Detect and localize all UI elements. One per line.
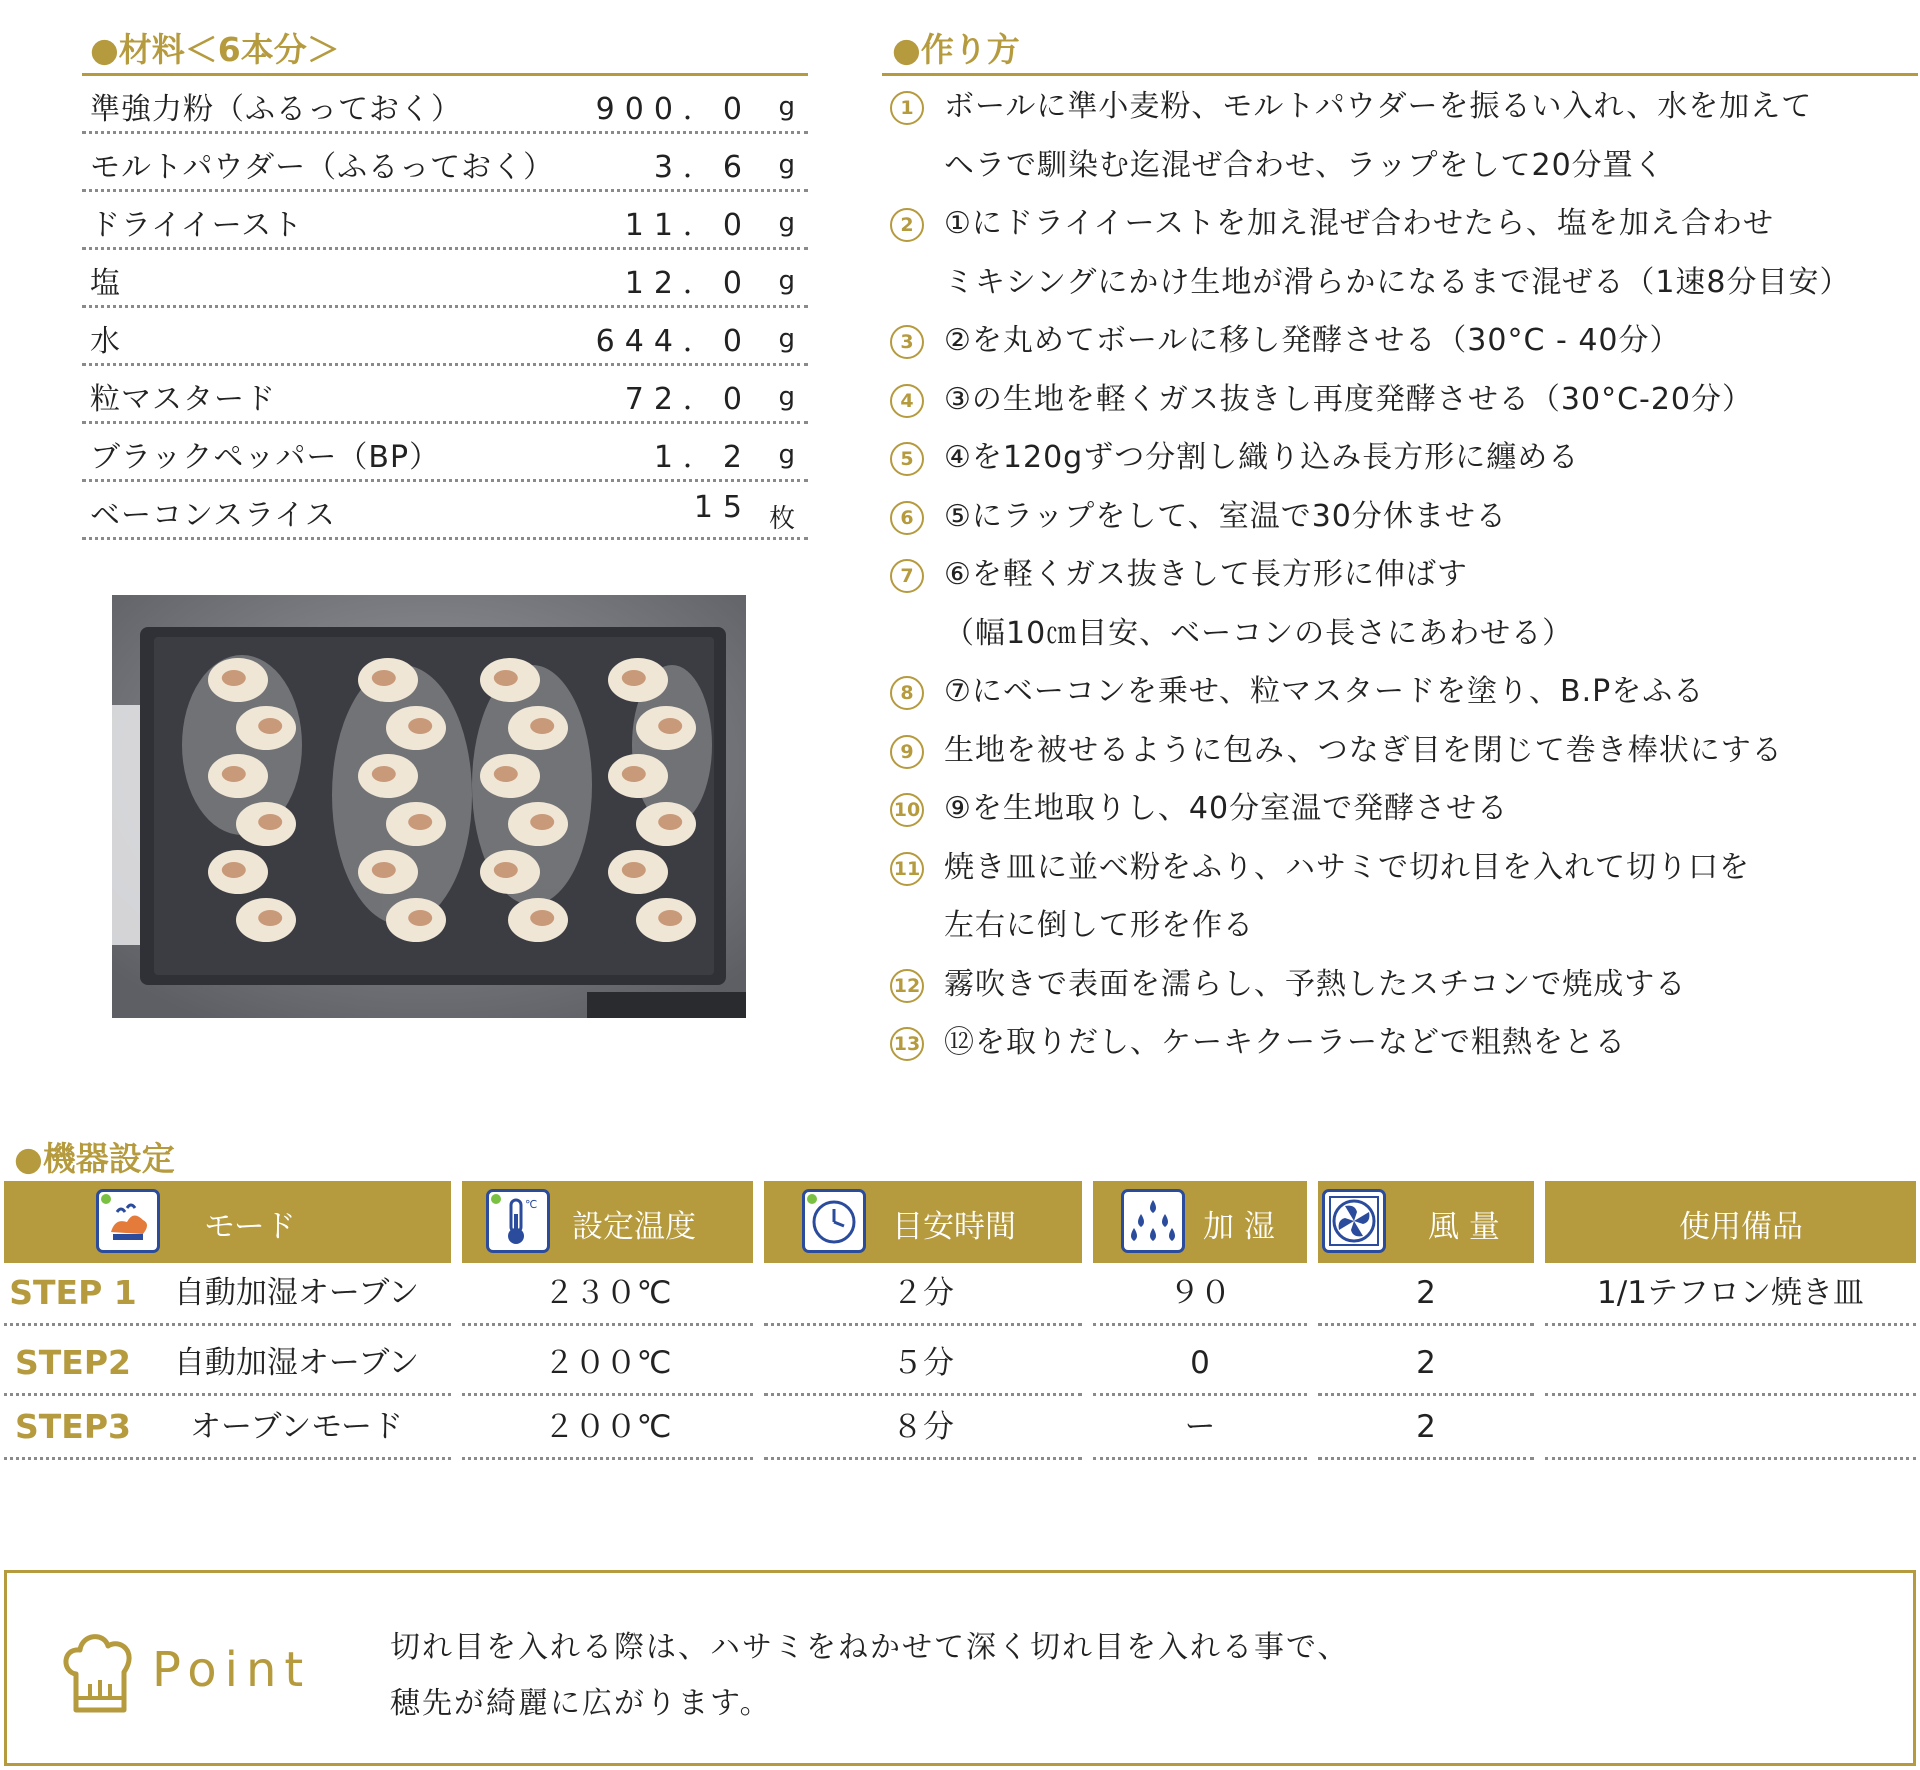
bacon-swirl [622, 766, 646, 782]
bacon-swirl [408, 910, 432, 926]
ingredient-amount: 12．0 [624, 266, 752, 301]
tools-value: 1/1テフロン焼き皿 [1545, 1264, 1916, 1326]
bacon-swirl [258, 718, 282, 734]
fan-value: 2 [1318, 1398, 1534, 1460]
temp-value: ２３０℃ [462, 1264, 753, 1326]
step-number-icon: 12 [890, 969, 924, 1003]
step-number-icon: 5 [890, 442, 924, 476]
ingredient-amount: 644．0 [595, 324, 752, 359]
header-humidity-label: 加 湿 [1203, 1209, 1275, 1245]
ingredient-amount: 3．6 [653, 150, 752, 185]
header-humidity [1093, 1181, 1307, 1263]
time-value: ８分 [764, 1398, 1082, 1460]
step-number-icon: 11 [890, 852, 924, 886]
bacon-swirl [222, 670, 246, 686]
step-number-icon: 9 [890, 735, 924, 769]
ingredient-row [82, 366, 808, 424]
method-step [882, 78, 1918, 195]
step-number-icon: 6 [890, 501, 924, 535]
method-step [882, 780, 1918, 839]
step-text-line: ③の生地を軽くガス抜きし再度発酵させる（30°C-20分） [944, 381, 1754, 417]
humidity-value: ９０ [1093, 1264, 1307, 1326]
ingredient-row [82, 76, 808, 134]
step-text-line: （幅10㎝目安、ベーコンの長さにあわせる） [944, 615, 1574, 651]
method-step [882, 546, 1918, 663]
bacon-swirl [258, 910, 282, 926]
method-step [882, 722, 1918, 781]
ingredient-name: 粒マスタード [90, 382, 276, 417]
method-step [882, 429, 1918, 488]
step-text-line: ⑦にベーコンを乗せ、粒マスタードを塗り、B.Pをふる [944, 674, 1705, 709]
step-number-icon: 2 [890, 208, 924, 242]
step-text-line: ⑫を取りだし、ケーキクーラーなどで粗熱をとる [944, 1025, 1626, 1060]
bacon-swirl [222, 766, 246, 782]
point-label: Point [152, 1642, 312, 1698]
ingredient-amount: 72．0 [624, 382, 752, 417]
step-label: STEP 1 [9, 1273, 137, 1312]
step-text-line: ⑤にラップをして、室温で30分休ませる [944, 498, 1507, 534]
step-text-line: ミキシングにかけ生地が滑らかになるまで混ぜる（1速8分目安） [944, 264, 1851, 300]
ingredient-row [82, 424, 808, 482]
humidity-value: ー [1093, 1398, 1307, 1460]
method-step-list [882, 76, 1918, 1073]
baking-tray-illustration [112, 595, 746, 1018]
svg-text:℃: ℃ [525, 1198, 538, 1211]
ingredient-name: モルトパウダー（ふるっておく） [90, 150, 555, 185]
step-text-line: 左右に倒して形を作る [944, 908, 1254, 943]
ingredient-unit: g [778, 208, 796, 238]
ingredients-list [82, 76, 808, 540]
mode-value: 自動加湿オーブン [173, 1275, 420, 1311]
step-text-line: 生地を被せるように包み、つなぎ目を閉じて巻き棒状にする [944, 732, 1783, 768]
ingredient-amount: 1．2 [653, 440, 752, 475]
method-section [882, 28, 1918, 1073]
clock-icon [802, 1189, 866, 1253]
step-number-icon: 8 [890, 676, 924, 710]
humidity-value: 0 [1093, 1334, 1307, 1396]
method-step [882, 195, 1918, 312]
header-mode-label: モード [204, 1209, 296, 1245]
ingredient-row [82, 192, 808, 250]
row-divider [4, 1334, 451, 1396]
step-label: STEP2 [15, 1343, 131, 1382]
step-label: STEP3 [15, 1407, 131, 1446]
mode-value: 自動加湿オーブン [173, 1345, 420, 1381]
header-tools [1545, 1181, 1916, 1263]
step-text-line: ヘラで馴染む迄混ぜ合わせ、ラップをして20分置く [944, 147, 1665, 183]
bacon-swirl [658, 910, 682, 926]
row-divider [4, 1398, 451, 1460]
ingredient-row [82, 134, 808, 192]
ingredients-section [82, 28, 808, 540]
ingredient-amount: 11．0 [624, 208, 752, 243]
step-text-line: 焼き皿に並べ粉をふり、ハサミで切れ目を入れて切り口を [944, 849, 1750, 885]
equipment-title: ●機器設定 [14, 1139, 175, 1178]
water-drops-icon [1121, 1189, 1185, 1253]
ingredient-row [82, 482, 808, 540]
tools-value [1545, 1398, 1916, 1460]
ingredients-title: ●材料＜6本分＞ [82, 28, 808, 76]
step-number-icon: 1 [890, 91, 924, 125]
bacon-swirl [494, 670, 518, 686]
method-step [882, 663, 1918, 722]
ingredient-unit: g [778, 266, 796, 296]
bacon-swirl [622, 862, 646, 878]
step-number-icon: 13 [890, 1027, 924, 1061]
thermometer-icon [486, 1189, 550, 1253]
step-text-line: ⑥を軽くガス抜きして長方形に伸ばす [944, 557, 1468, 592]
header-temp [462, 1181, 753, 1263]
method-step [882, 312, 1918, 371]
step-text-line: ⑨を生地取りし、40分室温で発酵させる [944, 791, 1509, 826]
ingredient-amount: 15 [693, 490, 752, 525]
mode-value: オーブンモード [190, 1409, 403, 1445]
bacon-swirl [530, 814, 554, 830]
header-tools-label: 使用備品 [1679, 1209, 1803, 1245]
bacon-swirl [658, 718, 682, 734]
ingredient-name: ベーコンスライス [90, 498, 336, 533]
bacon-swirl [494, 766, 518, 782]
tools-value [1545, 1334, 1916, 1396]
header-fan-label: 風 量 [1428, 1209, 1500, 1245]
ingredient-name: 水 [90, 324, 121, 359]
temp-value: ２００℃ [462, 1398, 753, 1460]
method-step [882, 956, 1918, 1015]
method-step [882, 371, 1918, 430]
bacon-swirl [222, 862, 246, 878]
header-time [764, 1181, 1082, 1263]
method-title: ●作り方 [882, 28, 1918, 76]
bacon-swirl [530, 718, 554, 734]
bacon-swirl [372, 862, 396, 878]
ingredient-unit: g [778, 150, 796, 180]
ingredient-unit: g [778, 324, 796, 354]
bacon-swirl [408, 718, 432, 734]
steam-oven-icon [96, 1189, 160, 1253]
step-text-line: ④を120gずつ分割し織り込み長方形に纏める [944, 440, 1580, 475]
method-step [882, 1014, 1918, 1073]
ingredient-row [82, 250, 808, 308]
fan-value: 2 [1318, 1334, 1534, 1396]
header-temp-label: 設定温度 [572, 1209, 696, 1245]
ingredient-unit: g [778, 92, 796, 122]
header-fan [1318, 1181, 1534, 1263]
method-step [882, 839, 1918, 956]
ingredient-name: 塩 [90, 266, 121, 301]
ingredient-name: ドライイースト [90, 208, 304, 243]
step-number-icon: 4 [890, 384, 924, 418]
temp-value: ２００℃ [462, 1334, 753, 1396]
fan-value: 2 [1318, 1264, 1534, 1326]
bacon-swirl [372, 670, 396, 686]
step-number-icon: 7 [890, 559, 924, 593]
ingredient-name: 準強力粉（ふるっておく） [90, 92, 462, 127]
chef-hat-icon [60, 1628, 140, 1716]
time-value: ５分 [764, 1334, 1082, 1396]
bacon-swirl [408, 814, 432, 830]
step-text-line: ボールに準小麦粉、モルトパウダーを振るい入れ、水を加えて [944, 89, 1813, 124]
step-text-line: ②を丸めてボールに移し発酵させる（30°C - 40分） [944, 323, 1681, 358]
header-mode [4, 1181, 451, 1263]
bacon-swirl [258, 814, 282, 830]
time-value: ２分 [764, 1264, 1082, 1326]
ingredient-name: ブラックペッパー（BP） [90, 440, 441, 475]
fan-icon [1322, 1189, 1386, 1253]
bacon-swirl [622, 670, 646, 686]
ingredient-unit: 枚 [768, 504, 796, 534]
ingredient-row [82, 308, 808, 366]
step-number-icon: 10 [890, 793, 924, 827]
method-step [882, 488, 1918, 547]
bacon-swirl [530, 910, 554, 926]
bacon-swirl [658, 814, 682, 830]
step-text-line: ①にドライイーストを加え混ぜ合わせたら、塩を加え合わせ [944, 206, 1774, 241]
bacon-swirl [372, 766, 396, 782]
bread-dough-photo [112, 595, 746, 1018]
header-time-label: 目安時間 [892, 1209, 1016, 1245]
row-divider [4, 1264, 451, 1326]
ingredient-amount: 900．0 [595, 92, 752, 127]
step-number-icon: 3 [890, 325, 924, 359]
point-text-line-1: 切れ目を入れる際は、ハサミをねかせて深く切れ目を入れる事で、 [390, 1630, 1350, 1665]
step-text-line: 霧吹きで表面を濡らし、予熱したスチコンで焼成する [944, 966, 1687, 1002]
bacon-swirl [494, 862, 518, 878]
ingredient-unit: g [778, 440, 796, 470]
point-text-line-2: 穂先が綺麗に広がります。 [390, 1686, 772, 1721]
ingredient-unit: g [778, 382, 796, 412]
